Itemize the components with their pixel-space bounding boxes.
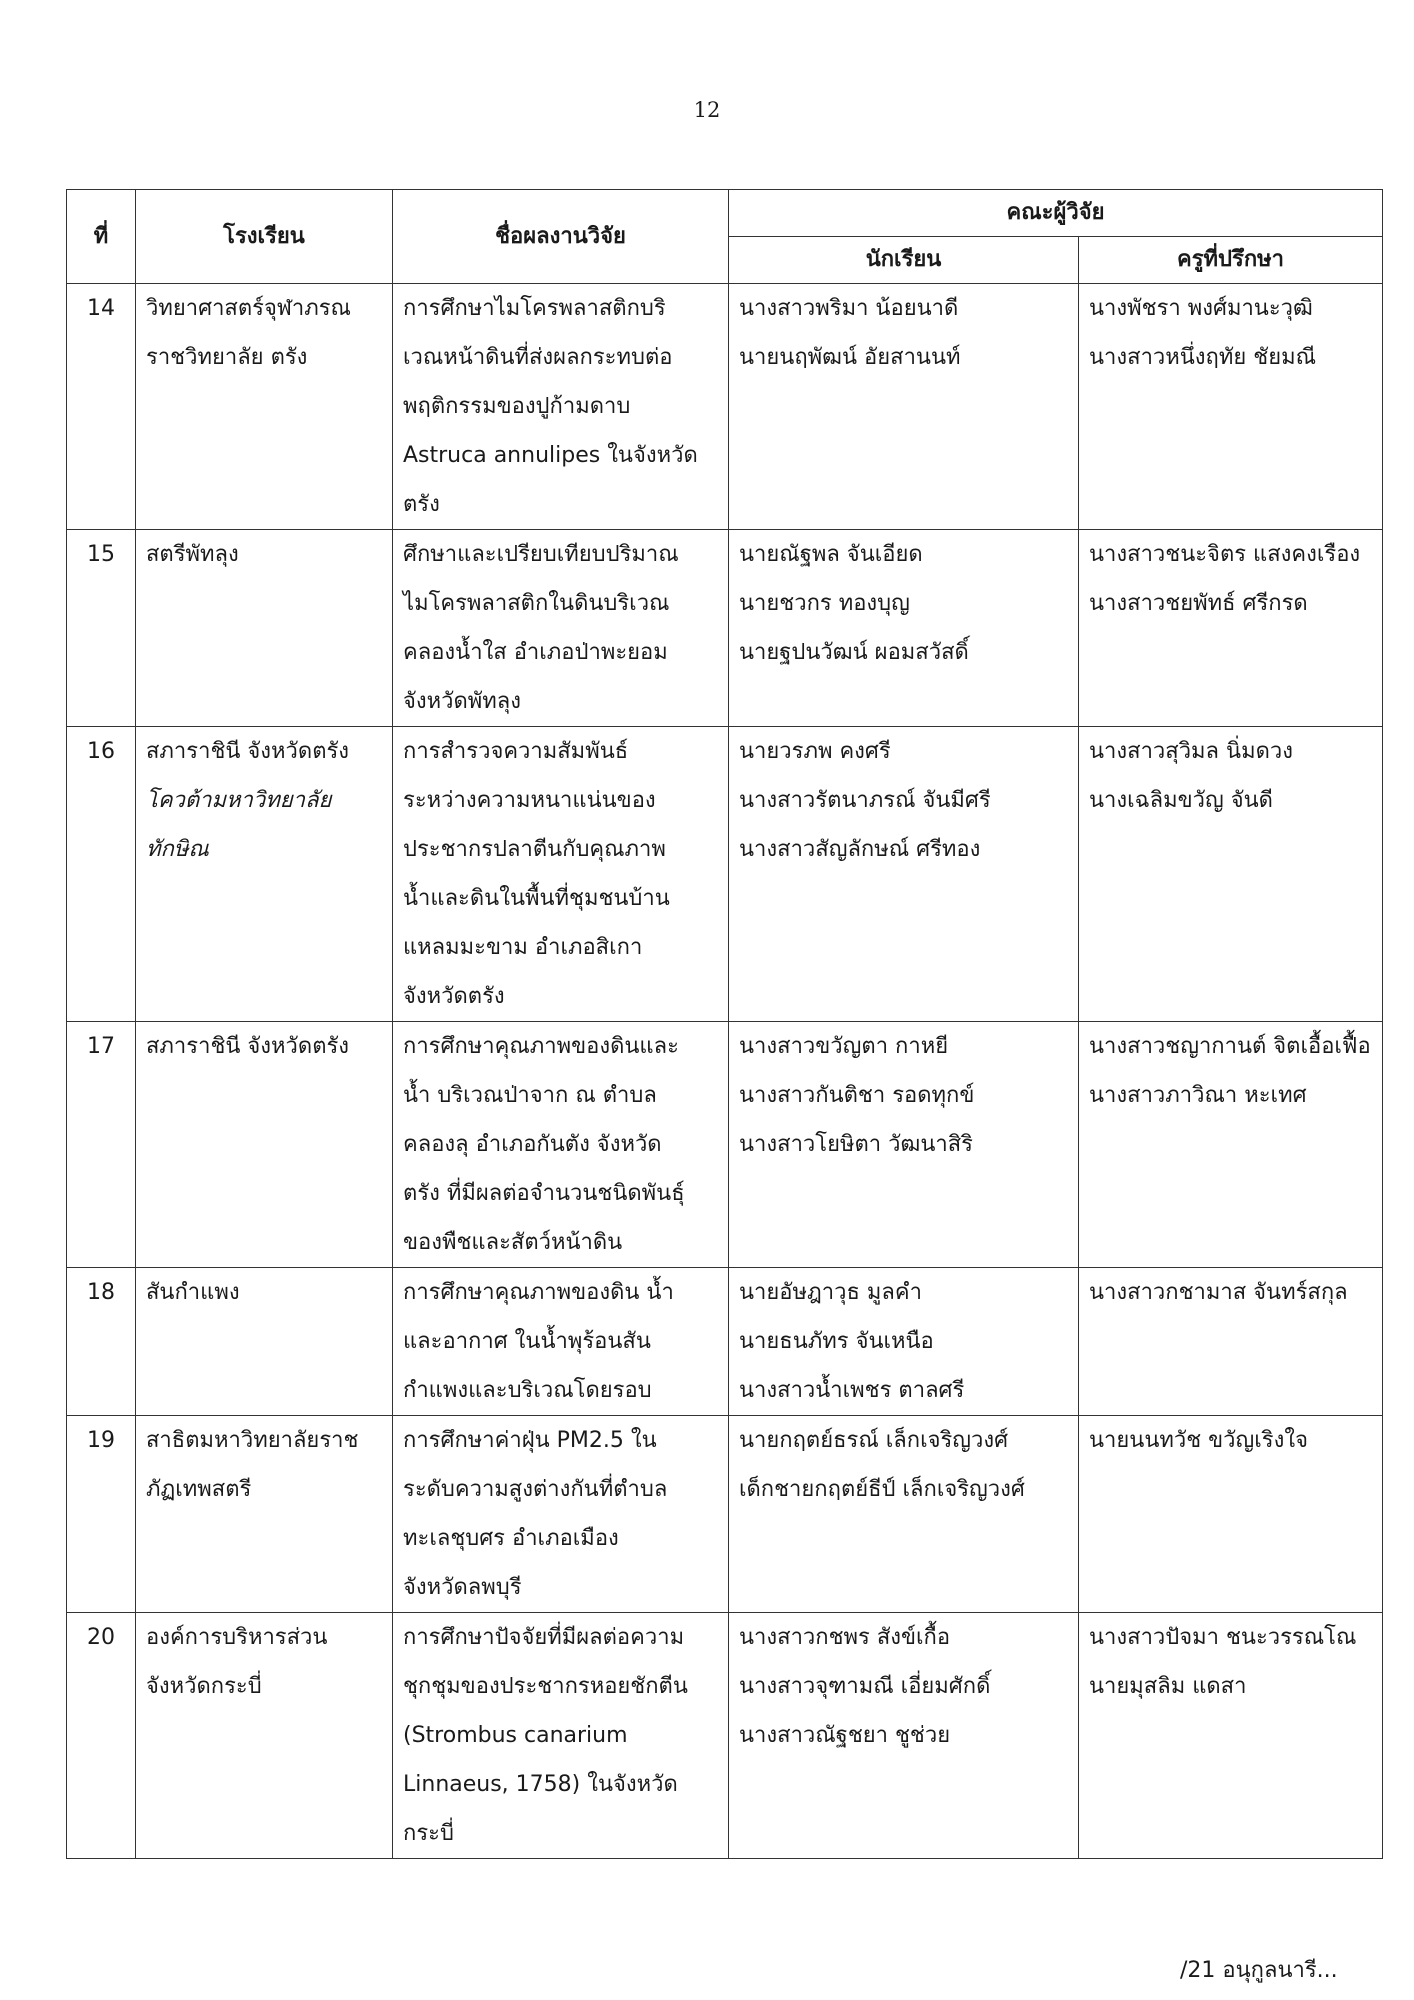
- cell-line: นางสาวรัตนาภรณ์ จันมีศรี: [739, 788, 991, 813]
- cell-line: นางสาวสัญลักษณ์ ศรีทอง: [739, 837, 981, 862]
- header-advisors: ครูที่ปรึกษา: [1079, 237, 1383, 284]
- table-row: [67, 284, 1383, 530]
- row-number: 18: [67, 1268, 136, 1416]
- school-cell: [136, 1613, 393, 1859]
- cell-line: นายนนทวัช ขวัญเริงใจ: [1089, 1428, 1308, 1453]
- row-number: 14: [67, 284, 136, 530]
- cell-line: ชุกชุมของประชากรหอยชักตีน: [403, 1674, 688, 1699]
- page-number: 12: [693, 98, 721, 122]
- table-row: [67, 1022, 1383, 1268]
- cell-line: นายมุสลิม แดสา: [1089, 1674, 1247, 1699]
- cell-line: จังหวัดตรัง: [403, 984, 505, 1009]
- cell-line: นางสาวชนะจิตร แสงคงเรือง: [1089, 542, 1361, 567]
- cell-line: นายกฤตย์ธรณ์ เล็กเจริญวงศ์: [739, 1428, 1009, 1453]
- row-number: 20: [67, 1613, 136, 1859]
- table-body: [67, 284, 1383, 1859]
- cell-line: ระหว่างความหนาแน่นของ: [403, 788, 656, 813]
- cell-line: ประชากรปลาตีนกับคุณภาพ: [403, 837, 666, 862]
- cell-line: กำแพงและบริเวณโดยรอบ: [403, 1378, 652, 1403]
- cell-line: นางสาวสุวิมล นิ่มดวง: [1089, 739, 1293, 764]
- students-cell: [729, 727, 1079, 1022]
- school-cell: [136, 1022, 393, 1268]
- cell-line: นางสาวชยพัทธ์ ศรีกรด: [1089, 591, 1308, 616]
- cell-line: การศึกษาไมโครพลาสติกบริ: [403, 296, 666, 321]
- students-cell: [729, 284, 1079, 530]
- research-table: [66, 189, 1383, 1859]
- cell-line: เวณหน้าดินที่ส่งผลกระทบต่อ: [403, 345, 673, 370]
- cell-line: (Strombus canarium: [403, 1723, 628, 1748]
- title-cell: [393, 1416, 729, 1613]
- title-cell: [393, 284, 729, 530]
- cell-line: ไมโครพลาสติกในดินบริเวณ: [403, 591, 670, 616]
- school-cell: [136, 1268, 393, 1416]
- school-cell: [136, 1416, 393, 1613]
- cell-line: พฤติกรรมของปูก้ามดาบ: [403, 394, 631, 419]
- advisors-cell: [1079, 530, 1383, 727]
- cell-line: การศึกษาคุณภาพของดินและ: [403, 1034, 679, 1059]
- table-row: [67, 1416, 1383, 1613]
- cell-line: นางพัชรา พงศ์มานะวุฒิ: [1089, 296, 1313, 321]
- cell-line: สภาราชินี จังหวัดตรัง: [146, 739, 350, 764]
- cell-line: สาธิตมหาวิทยาลัยราช: [146, 1428, 359, 1453]
- cell-line: นางสาวพริมา น้อยนาดี: [739, 296, 959, 321]
- header-school: โรงเรียน: [136, 190, 393, 284]
- cell-line: ทะเลชุบศร อำเภอเมือง: [403, 1526, 619, 1551]
- header-students: นักเรียน: [729, 237, 1079, 284]
- cell-line: วิทยาศาสตร์จุฬาภรณ: [146, 296, 351, 321]
- cell-line: ราชวิทยาลัย ตรัง: [146, 345, 308, 370]
- cell-line: นางสาวหนึ่งฤทัย ชัยมณี: [1089, 345, 1316, 370]
- cell-line: นายธนภัทร จันเหนือ: [739, 1329, 934, 1354]
- table-row: [67, 1613, 1383, 1859]
- cell-line: จังหวัดลพบุรี: [403, 1575, 522, 1600]
- cell-line: ตรัง: [403, 492, 440, 517]
- cell-line: การศึกษาคุณภาพของดิน น้ำ: [403, 1280, 674, 1305]
- advisors-cell: [1079, 284, 1383, 530]
- students-cell: [729, 1268, 1079, 1416]
- cell-line: ศึกษาและเปรียบเทียบปริมาณ: [403, 542, 679, 567]
- cell-line: Astruca annulipes ในจังหวัด: [403, 443, 698, 468]
- students-cell: [729, 1416, 1079, 1613]
- cell-line: Linnaeus, 1758) ในจังหวัด: [403, 1772, 678, 1797]
- advisors-cell: [1079, 727, 1383, 1022]
- cell-line: สภาราชินี จังหวัดตรัง: [146, 1034, 350, 1059]
- cell-line: น้ำและดินในพื้นที่ชุมชนบ้าน: [403, 886, 670, 911]
- row-number: 16: [67, 727, 136, 1022]
- cell-line: ตรัง ที่มีผลต่อจำนวนชนิดพันธุ์: [403, 1181, 685, 1206]
- header-team: คณะผู้วิจัย: [729, 190, 1383, 237]
- cell-line: นายวรภพ คงศรี: [739, 739, 891, 764]
- cell-line: แหลมมะขาม อำเภอสิเกา: [403, 935, 643, 960]
- students-cell: [729, 530, 1079, 727]
- cell-line-note: โควต้ามหาวิทยาลัย: [146, 788, 332, 813]
- cell-line: สันกำแพง: [146, 1280, 240, 1305]
- cell-line: เด็กชายกฤตย์ธีป์ เล็กเจริญวงศ์: [739, 1477, 1025, 1502]
- cell-line: นายฐปนวัฒน์ ผอมสวัสดิ์: [739, 640, 969, 665]
- cell-line: นางสาวปัจมา ชนะวรรณโณ: [1089, 1625, 1357, 1650]
- cell-line: การสำรวจความสัมพันธ์: [403, 739, 629, 764]
- table-row: [67, 530, 1383, 727]
- cell-line: และอากาศ ในน้ำพุร้อนสัน: [403, 1329, 651, 1354]
- title-cell: [393, 1268, 729, 1416]
- cell-line: นางสาวขวัญตา กาหยี: [739, 1034, 949, 1059]
- cell-line: น้ำ บริเวณป่าจาก ณ ตำบล: [403, 1083, 657, 1108]
- row-number: 15: [67, 530, 136, 727]
- cell-line: ภัฏเทพสตรี: [146, 1477, 252, 1502]
- title-cell: [393, 530, 729, 727]
- cell-line: สตรีพัทลุง: [146, 542, 239, 567]
- cell-line: นางสาวชญากานต์ จิตเอื้อเฟื้อ: [1089, 1034, 1371, 1059]
- cell-line: การศึกษาปัจจัยที่มีผลต่อความ: [403, 1625, 685, 1650]
- header-no: ที่: [67, 190, 136, 284]
- table-row: [67, 727, 1383, 1022]
- cell-line: นางสาวภาวิณา หะเทศ: [1089, 1083, 1307, 1108]
- header-title: ชื่อผลงานวิจัย: [393, 190, 729, 284]
- table-row: [67, 1268, 1383, 1416]
- school-cell: [136, 530, 393, 727]
- students-cell: [729, 1613, 1079, 1859]
- row-number: 17: [67, 1022, 136, 1268]
- students-cell: [729, 1022, 1079, 1268]
- title-cell: [393, 1613, 729, 1859]
- cell-line: ระดับความสูงต่างกันที่ตำบล: [403, 1477, 668, 1502]
- cell-line: องค์การบริหารส่วน: [146, 1625, 328, 1650]
- cell-line: นางสาวน้ำเพชร ตาลศรี: [739, 1378, 965, 1403]
- cell-line: การศึกษาค่าฝุ่น PM2.5 ใน: [403, 1428, 657, 1453]
- cell-line: นายอัษฎาวุธ มูลคำ: [739, 1280, 922, 1305]
- cell-line: นางสาวกชามาส จันทร์สกุล: [1089, 1280, 1348, 1305]
- cell-line: นางสาวกชพร สังข์เกื้อ: [739, 1625, 951, 1650]
- cell-line: นางสาวกันติชา รอดทุกข์: [739, 1083, 975, 1108]
- advisors-cell: [1079, 1022, 1383, 1268]
- cell-line: คลองน้ำใส อำเภอป่าพะยอม: [403, 640, 668, 665]
- cell-line: นางสาวณัฐชยา ชูช่วย: [739, 1723, 951, 1748]
- cell-line: นางสาวจุฑามณี เอี่ยมศักดิ์: [739, 1674, 991, 1699]
- cell-line-note: ทักษิณ: [146, 837, 209, 862]
- cell-line: จังหวัดกระบี่: [146, 1674, 262, 1699]
- cell-line: ของพืชและสัตว์หน้าดิน: [403, 1230, 623, 1255]
- advisors-cell: [1079, 1268, 1383, 1416]
- cell-line: จังหวัดพัทลุง: [403, 689, 522, 714]
- cell-line: นายชวกร ทองบุญ: [739, 591, 910, 616]
- school-cell: [136, 284, 393, 530]
- cell-line: คลองลุ อำเภอกันตัง จังหวัด: [403, 1132, 662, 1157]
- title-cell: [393, 727, 729, 1022]
- row-number: 19: [67, 1416, 136, 1613]
- cell-line: นางเฉลิมขวัญ จันดี: [1089, 788, 1273, 813]
- cell-line: นายณัฐพล จันเอียด: [739, 542, 923, 567]
- cell-line: นายนฤพัฒน์ อัยสานนท์: [739, 345, 961, 370]
- advisors-cell: [1079, 1613, 1383, 1859]
- table-header-row: [67, 190, 1383, 237]
- title-cell: [393, 1022, 729, 1268]
- advisors-cell: [1079, 1416, 1383, 1613]
- cell-line: กระบี่: [403, 1821, 454, 1846]
- footer-note: /21 อนุกูลนารี...: [1180, 1958, 1338, 1983]
- cell-line: นางสาวโยษิตา วัฒนาสิริ: [739, 1132, 973, 1157]
- school-cell: [136, 727, 393, 1022]
